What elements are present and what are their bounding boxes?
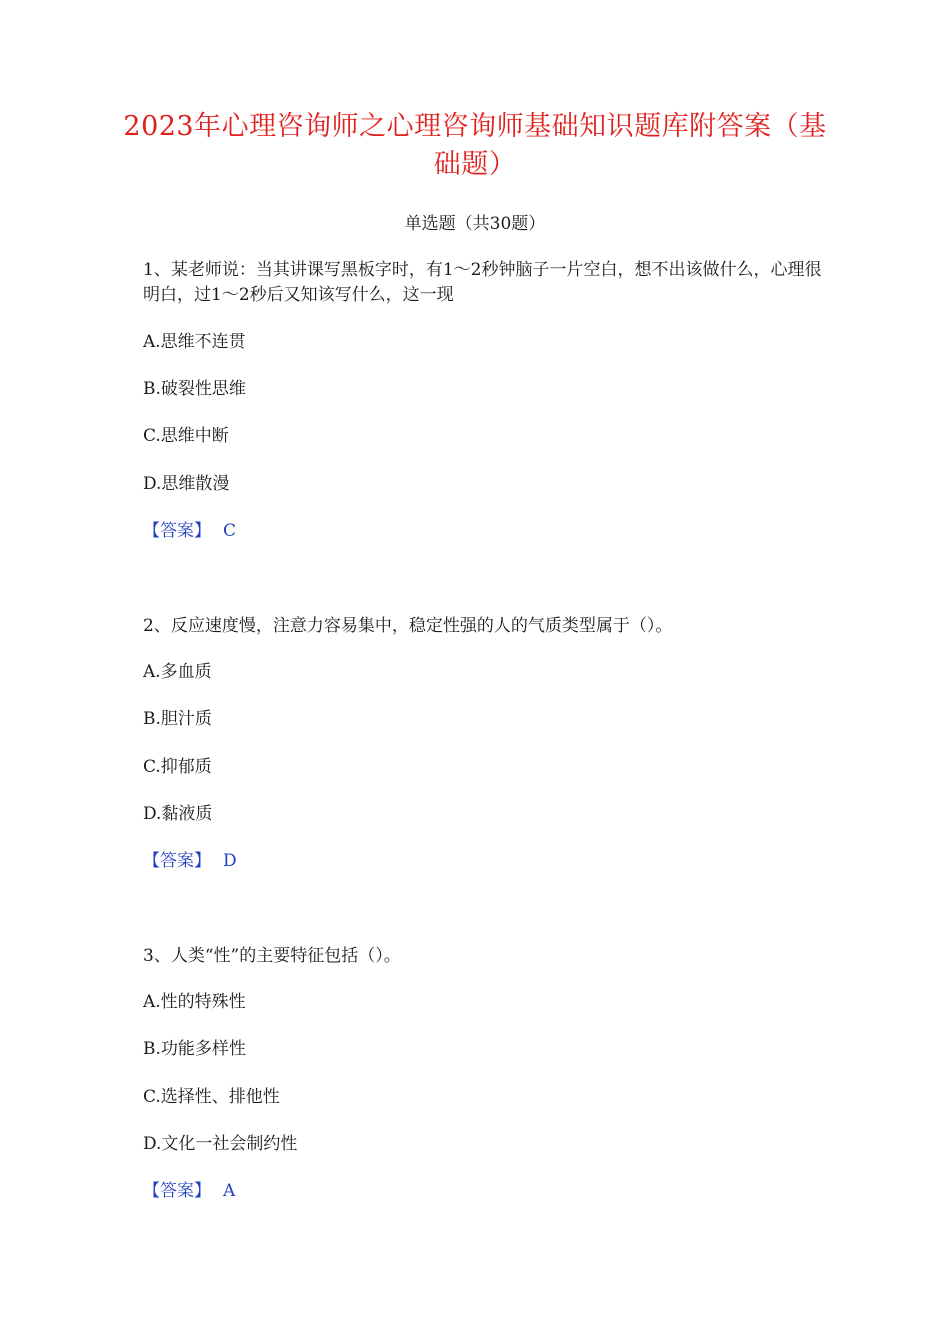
answer-label: 【答案】 bbox=[143, 1181, 211, 1201]
question-stem: 3、人类“性”的主要特征包括（）。 bbox=[143, 946, 401, 966]
question-stem: 2、反应速度慢，注意力容易集中，稳定性强的人的气质类型属于（）。 bbox=[143, 616, 673, 636]
answer-label: 【答案】 bbox=[143, 521, 211, 541]
answer-value: D bbox=[223, 851, 237, 871]
answer-line bbox=[143, 1179, 823, 1203]
answer-value: A bbox=[223, 1181, 236, 1201]
answer-label: 【答案】 bbox=[143, 851, 211, 871]
answer-line bbox=[143, 519, 823, 543]
document-title: 2023年心理咨询师之心理咨询师基础知识题库附答案（基础题） bbox=[123, 111, 827, 180]
question-stem: 1、某老师说：当其讲课写黑板字时，有1～2秒钟脑子一片空白，想不出该做什么，心理很明白，过1～2秒后又知该写什么，这一现 bbox=[143, 260, 822, 305]
option-a: A.思维不连贯 bbox=[143, 332, 246, 352]
option-c: C.选择性、排他性 bbox=[143, 1087, 280, 1107]
option-d: D.思维散漫 bbox=[143, 474, 230, 494]
answer-line bbox=[143, 849, 823, 873]
option-d: D.文化一社会制约性 bbox=[143, 1134, 298, 1154]
option-a: A.性的特殊性 bbox=[143, 992, 246, 1012]
option-b: B.功能多样性 bbox=[143, 1039, 246, 1059]
option-d: D.黏液质 bbox=[143, 804, 213, 824]
option-b: B.胆汁质 bbox=[143, 709, 212, 729]
answer-value: C bbox=[223, 521, 237, 541]
option-c: C.思维中断 bbox=[143, 426, 229, 446]
option-c: C.抑郁质 bbox=[143, 757, 212, 777]
option-a: A.多血质 bbox=[143, 662, 212, 682]
option-b: B.破裂性思维 bbox=[143, 379, 246, 399]
section-heading: 单选题（共30题） bbox=[404, 214, 546, 234]
